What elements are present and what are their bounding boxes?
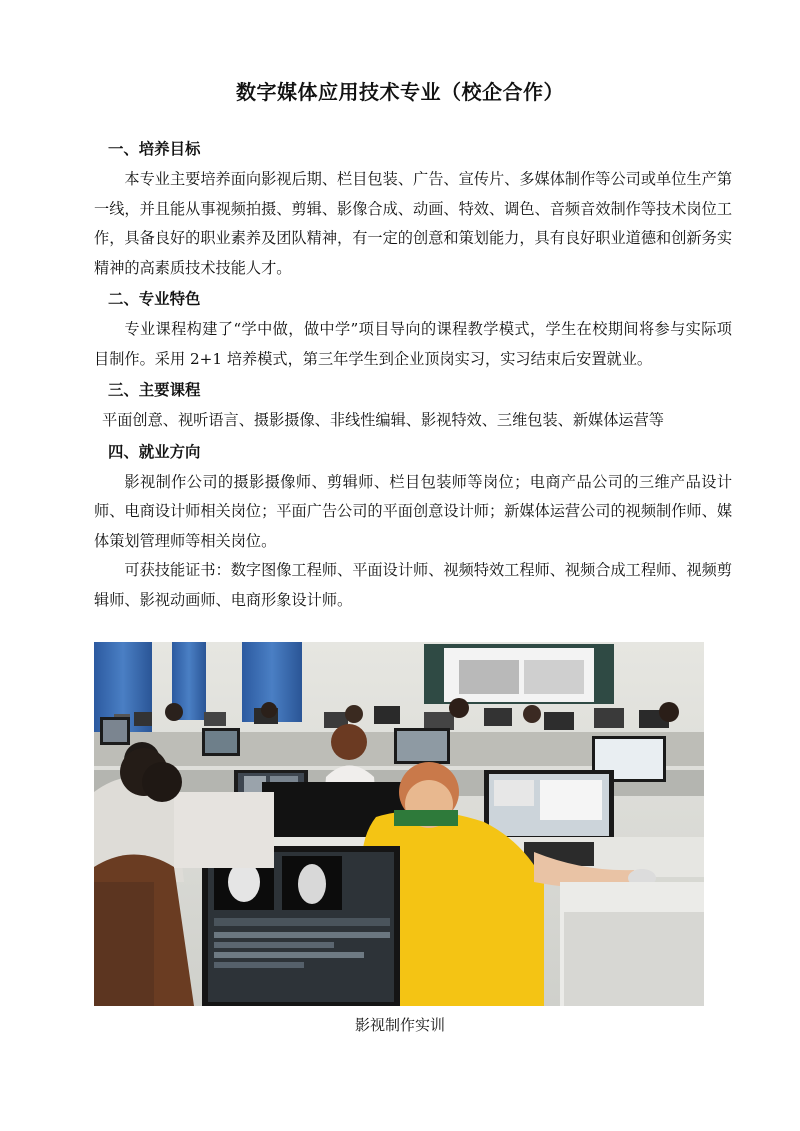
section-heading-courses: 三、主要课程 [108,381,201,399]
section-heading-features: 二、专业特色 [108,290,201,308]
section-heading-careers: 四、就业方向 [108,442,201,461]
classroom-photo [94,642,704,1006]
page-title: 数字媒体应用技术专业（校企合作） [236,80,564,104]
photo-caption: 影视制作实训 [354,1016,445,1034]
careers-paragraph: 影视制作公司的摄影摄像师、剪辑师、栏目包装师等岗位；电商产品公司的三维产品设计师、电商设计师相关岗位；平面广告公司的平面创意设计师；新媒体运营公司的视频制作师、媒体策划管理师等相关岗位。 [94,472,732,550]
goals-paragraph: 本专业主要培养面向影视后期、栏目包装、广告、宣传片、多媒体制作等公司或单位生产第一线，并且能从事视频拍摄、剪辑、影像合成、动画、特效、调色、音频音效制作等技术岗位工作，具备良好的职业素养及团队精神，有一定的创意和策划能力，具有良好职业道德和创新务实精神的高素质技术技能人才。 [94,170,732,277]
section-heading-goals: 一、培养目标 [108,140,201,158]
document-body [94,133,732,615]
features-paragraph: 专业课程构建了“学中做，做中学”项目导向的课程教学模式，学生在校期间将参与实际项目制作。采用 2+1 培养模式，第三年学生到企业顶岗实习，实习结束后安置就业。 [94,320,732,368]
classroom-photo-illustration [94,642,704,1006]
courses-paragraph: 平面创意、视听语言、摄影摄像、非线性编辑、影视特效、三维包装、新媒体运营等 [102,411,664,429]
certificates-paragraph: 可获技能证书：数字图像工程师、平面设计师、视频特效工程师、视频合成工程师、视频剪辑师、影视动画师、电商形象设计师。 [94,561,732,609]
